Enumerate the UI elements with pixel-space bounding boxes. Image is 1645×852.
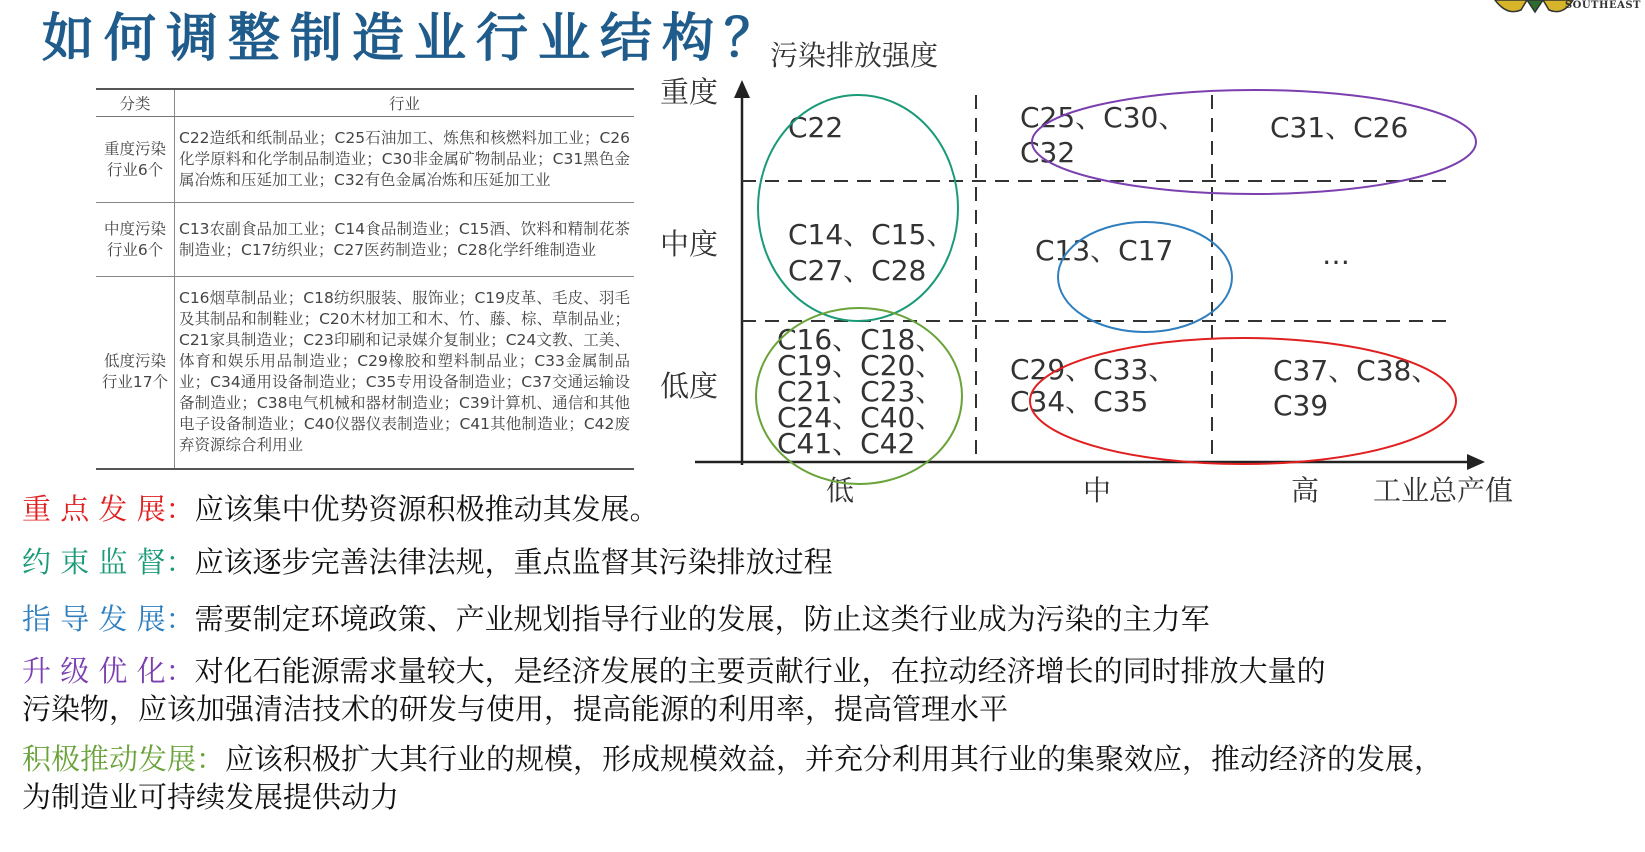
industries-cell: C22造纸和纸制品业；C25石油加工、炼焦和核燃料加工业；C26化学原料和化学制品制造业；C30非金属矿物制品业；C31黑色金属冶炼和压延加工业；C32有色金属冶炼和压延加工业 — [175, 117, 635, 203]
university-logo — [1455, 0, 1645, 18]
cell-medium-low-line1: C14、C15、 — [788, 218, 955, 251]
y-level-heavy: 重度 — [660, 75, 719, 109]
note-text: 对化石能源需求量较大，是经济发展的主要贡献行业，在拉动经济增长的同时排放大量的 — [194, 654, 1326, 688]
cell-low-mid-line2: C34、C35 — [1010, 385, 1149, 418]
y-axis-title: 污染排放强度 — [770, 40, 939, 72]
cell-low-high-line1: C37、C38、 — [1273, 354, 1440, 387]
note-key: 约 束 监 督 — [22, 545, 166, 579]
y-level-low: 低度 — [660, 369, 719, 403]
note-text: 应该积极扩大其行业的规模，形成规模效益，并充分利用其行业的集聚效应，推动经济的发展， — [225, 742, 1444, 776]
note-text: 需要制定环境政策、产业规划指导行业的发展，防止这类行业成为污染的主力军 — [194, 602, 1210, 636]
cell-low-low-line5: C41、C42 — [777, 427, 916, 460]
industries-cell: C16烟草制品业；C18纺织服装、服饰业；C19皮革、毛皮、羽毛及其制品和制鞋业；C20木材加工和木、竹、藤、棕、草制品业；C21家具制造业；C23印刷和记录媒介复制业；C24文教、工美、体育和娱乐用品制造业；C29橡胶和塑料制品业；C33金属制品业；C34通用设备制造业；C35专用设备制造业；C37交通运输设备制造业；C38电气机械和器材制造业；C39计算机、通信和其他电子设备制造业；C40仪器仪表制造业；C41其他制造业；C42废弃资源综合利用业 — [175, 277, 635, 469]
column-header-category: 分类 — [96, 89, 175, 117]
note-sep: ： — [165, 602, 195, 636]
table-row — [96, 203, 634, 277]
cell-heavy-mid-line2: C32 — [1020, 136, 1076, 169]
cell-medium-high: … — [1322, 238, 1350, 271]
note-constraint-supervision — [22, 543, 833, 581]
table-row — [96, 277, 634, 469]
cell-medium-mid: C13、C17 — [1035, 234, 1174, 267]
cell-medium-low-line2: C27、C28 — [788, 254, 927, 287]
note-sep: ： — [196, 742, 226, 776]
cell-heavy-high: C31、C26 — [1270, 111, 1409, 144]
cell-low-low-line3: C21、C23、 — [777, 375, 944, 408]
note-active-promotion — [22, 740, 1443, 816]
cell-low-low-line2: C19、C20、 — [777, 349, 944, 382]
cell-low-low-line1: C16、C18、 — [777, 323, 944, 356]
cell-heavy-mid-line1: C25、C30、 — [1020, 101, 1187, 134]
x-level-high: 高 — [1291, 474, 1320, 507]
note-key: 指 导 发 展 — [22, 602, 166, 636]
column-header-industry: 行业 — [175, 89, 635, 117]
x-axis-title: 工业总产值 — [1373, 474, 1514, 507]
industry-classification-table — [96, 88, 634, 470]
cell-heavy-low: C22 — [788, 111, 844, 144]
note-guided-development — [22, 600, 1210, 638]
note-sep: ： — [165, 545, 195, 579]
note-text: 应该集中优势资源积极推动其发展。 — [194, 492, 659, 526]
note-text-continued: 为制造业可持续发展提供动力 — [22, 780, 400, 814]
category-cell: 中度污染行业6个 — [96, 203, 175, 277]
x-level-mid: 中 — [1083, 474, 1112, 507]
table-row — [96, 117, 634, 203]
note-text: 应该逐步完善法律法规，重点监督其污染排放过程 — [194, 545, 833, 579]
y-axis-arrow-icon — [734, 80, 750, 98]
note-sep: ： — [165, 492, 195, 526]
cell-low-mid-line1: C29、C33、 — [1010, 353, 1177, 386]
x-level-low: 低 — [826, 474, 855, 507]
x-axis-arrow-icon — [1467, 454, 1485, 470]
y-level-medium: 中度 — [660, 227, 719, 261]
page-title: 如何调整制造业行业结构？ — [42, 8, 787, 69]
note-upgrade-optimize — [22, 652, 1326, 728]
note-text-continued: 污染物，应该加强清洁技术的研发与使用，提高能源的利用率，提高管理水平 — [22, 692, 1009, 726]
logo-text: SOUTHEAST — [1564, 0, 1641, 11]
note-key: 升 级 优 化 — [22, 654, 166, 688]
cell-low-high-line2: C39 — [1273, 389, 1329, 422]
note-key-development — [22, 490, 659, 528]
cell-low-low-line4: C24、C40、 — [777, 401, 944, 434]
ellipse-upgrade-group — [1032, 90, 1476, 194]
pollution-output-matrix — [640, 40, 1640, 510]
note-sep: ： — [165, 654, 195, 688]
note-key: 重 点 发 展 — [22, 492, 166, 526]
category-cell: 重度污染行业6个 — [96, 117, 175, 203]
industries-cell: C13农副食品加工业；C14食品制造业；C15酒、饮料和精制花茶制造业；C17纺织业；C27医药制造业；C28化学纤维制造业 — [175, 203, 635, 277]
note-key: 积极推动发展 — [22, 742, 197, 776]
category-cell: 低度污染行业17个 — [96, 277, 175, 469]
table-header-row — [96, 89, 634, 117]
